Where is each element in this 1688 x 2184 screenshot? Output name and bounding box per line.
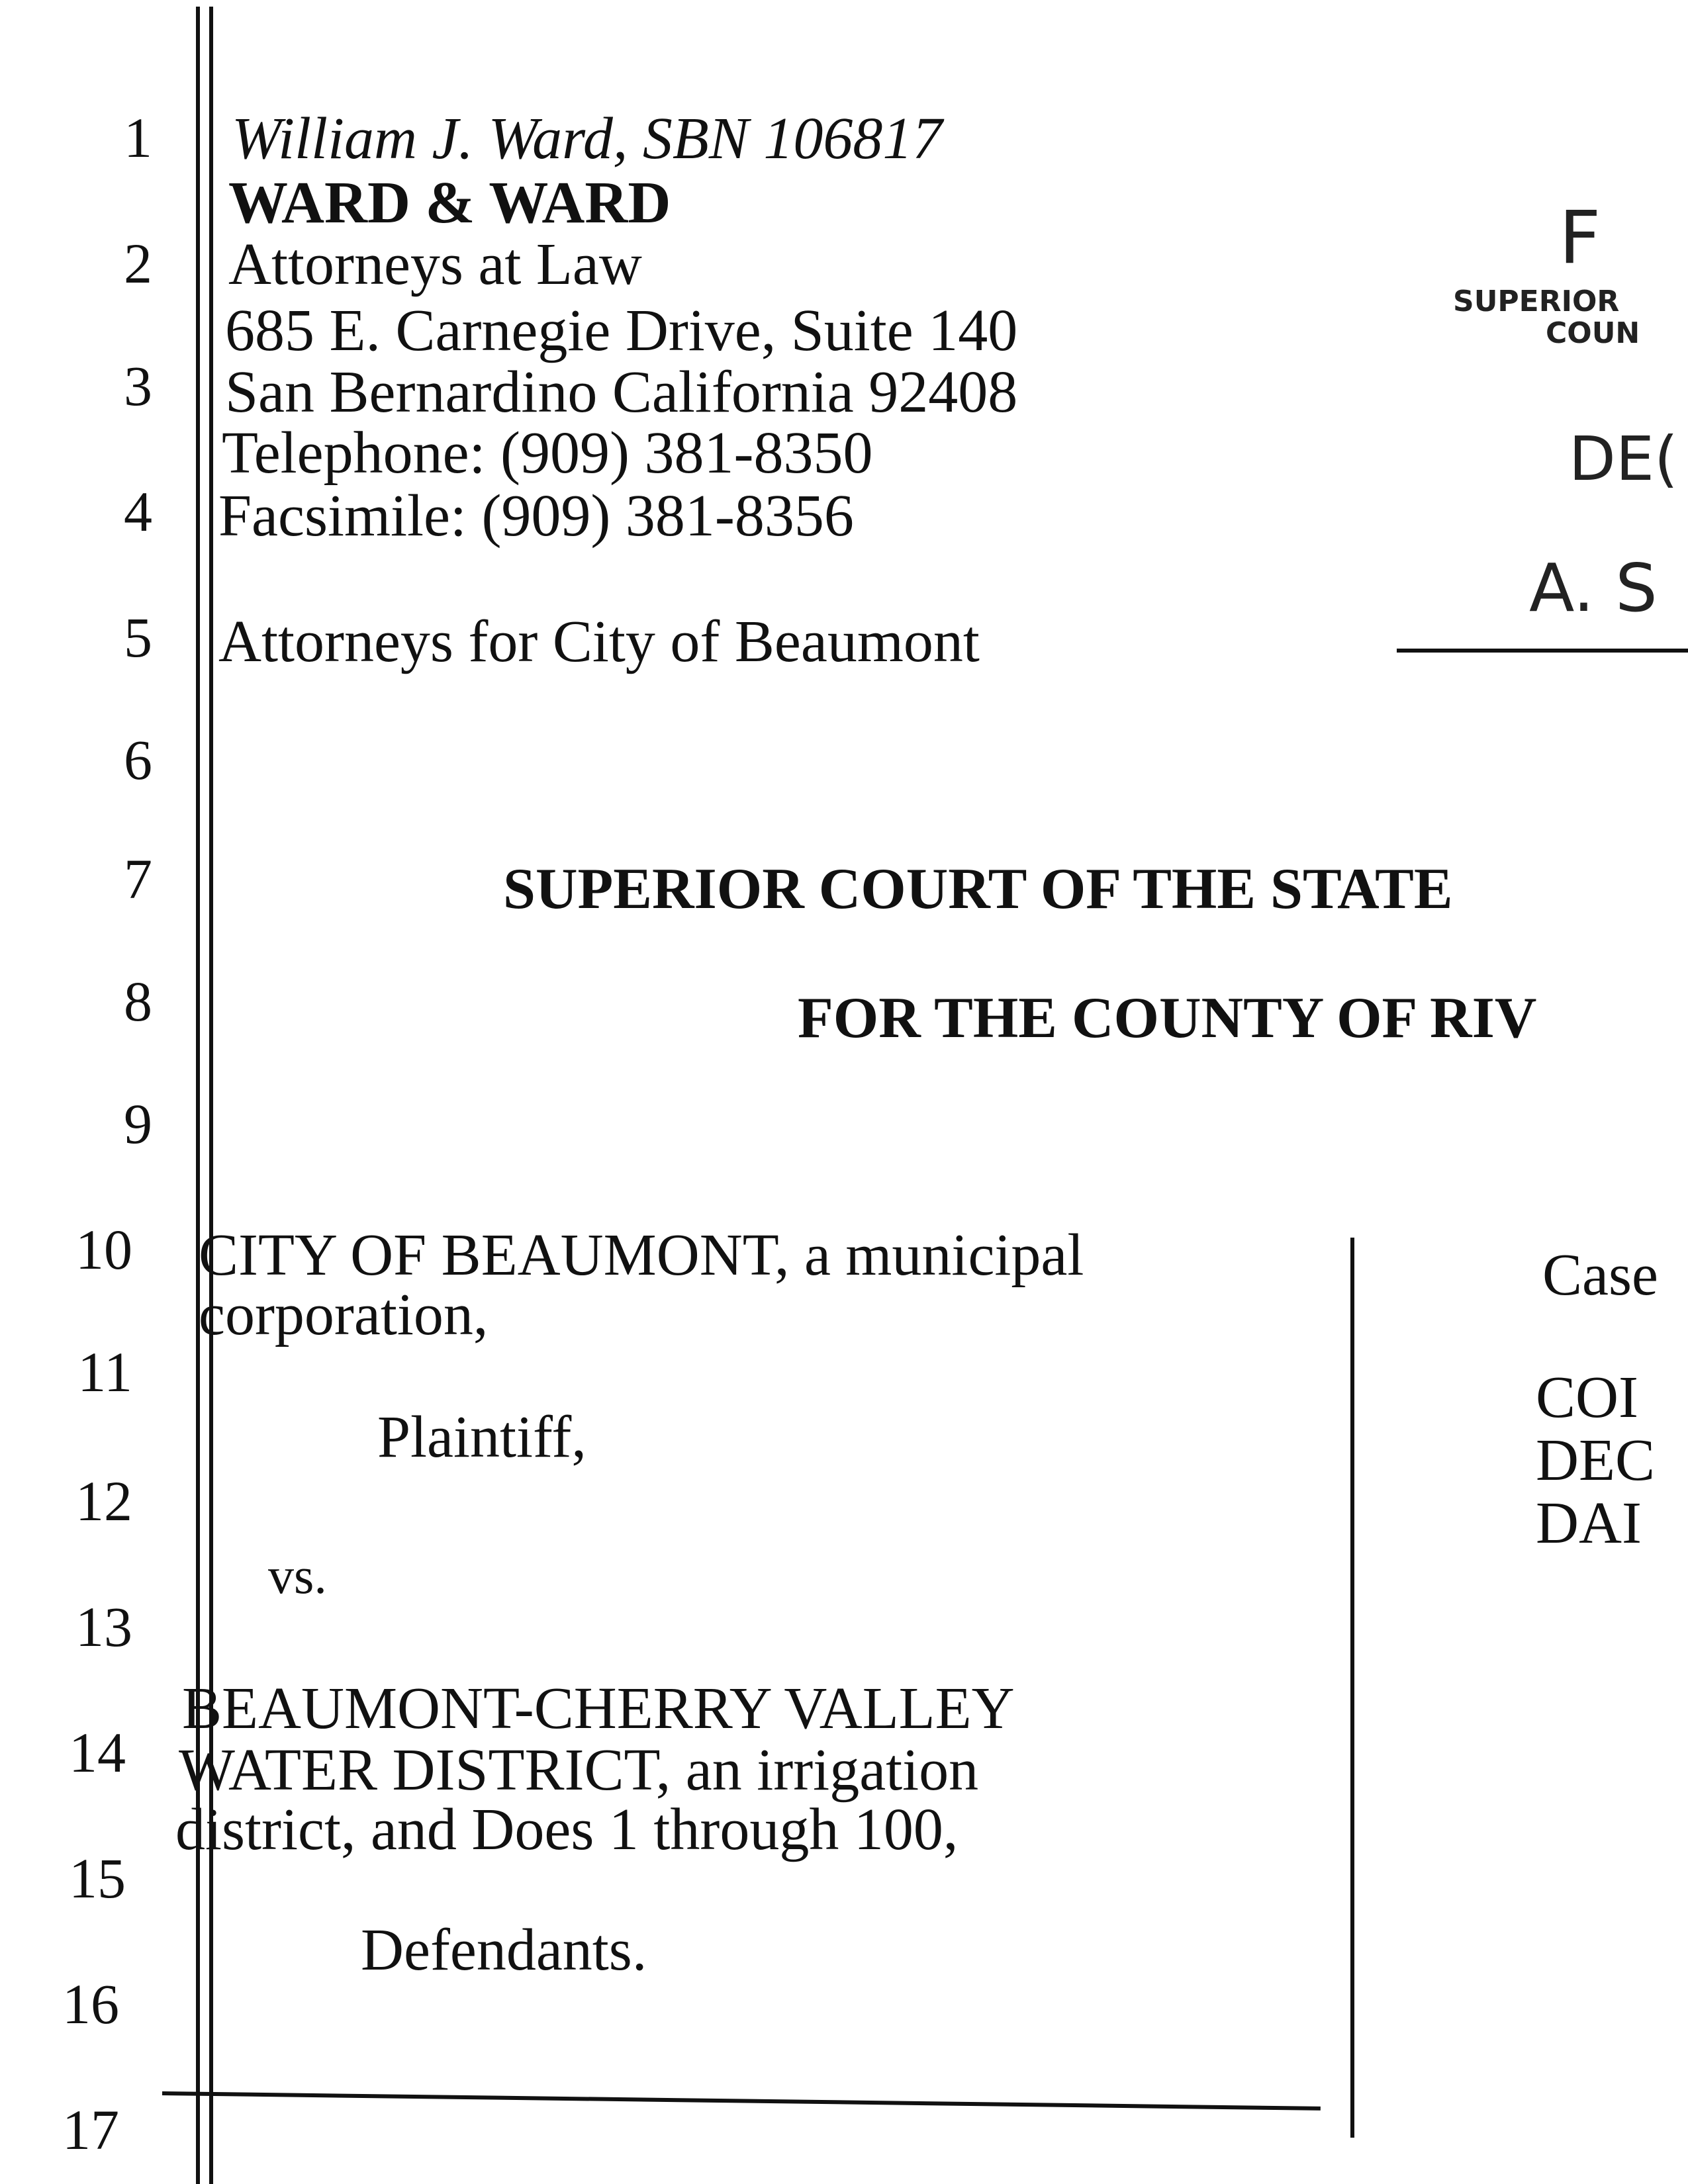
court-name-line1: SUPERIOR COURT OF THE STATE bbox=[503, 857, 1453, 921]
street-address: 685 E. Carnegie Drive, Suite 140 bbox=[225, 298, 1018, 363]
line-number: 2 bbox=[124, 232, 152, 295]
filed-stamp-date: DE( bbox=[1569, 424, 1678, 494]
document-title-line1: COI bbox=[1536, 1365, 1638, 1430]
line-number: 1 bbox=[124, 106, 152, 169]
plaintiff-name: CITY OF BEAUMONT, a municipal bbox=[199, 1222, 1084, 1288]
line-number: 13 bbox=[75, 1595, 132, 1659]
filed-stamp-clerk: A. S bbox=[1529, 549, 1658, 627]
filed-stamp-court-line2: COUN bbox=[1546, 316, 1640, 350]
caption-box-bottom-border bbox=[162, 2091, 1321, 2111]
filed-stamp-letter: F bbox=[1559, 195, 1601, 280]
line-number: 16 bbox=[62, 1972, 119, 2036]
line-number: 8 bbox=[124, 970, 152, 1033]
line-number: 14 bbox=[69, 1721, 126, 1784]
attorney-title: Attorneys at Law bbox=[228, 232, 642, 297]
line-number: 17 bbox=[62, 2098, 119, 2161]
defendant-name: BEAUMONT-CHERRY VALLEY bbox=[182, 1676, 1015, 1741]
line-number: 5 bbox=[124, 606, 152, 669]
city-state-zip: San Bernardino California 92408 bbox=[225, 359, 1018, 425]
document-title-line3: DAI bbox=[1536, 1490, 1642, 1556]
line-number: 12 bbox=[75, 1469, 132, 1533]
document-title-line2: DEC bbox=[1536, 1428, 1655, 1493]
defendant-role: Defendants. bbox=[361, 1917, 647, 1983]
line-number: 6 bbox=[124, 728, 152, 792]
line-number: 10 bbox=[75, 1218, 132, 1281]
attorneys-for: Attorneys for City of Beaumont bbox=[218, 609, 980, 674]
defendant-does: district, and Does 1 through 100, bbox=[175, 1797, 959, 1862]
line-number: 9 bbox=[124, 1092, 152, 1156]
law-firm-name: WARD & WARD bbox=[228, 170, 671, 236]
line-number: 7 bbox=[124, 847, 152, 911]
telephone: Telephone: (909) 381-8350 bbox=[222, 420, 873, 486]
facsimile: Facsimile: (909) 381-8356 bbox=[218, 483, 854, 549]
court-name-line2: FOR THE COUNTY OF RIV bbox=[798, 986, 1537, 1050]
filed-stamp-underline bbox=[1397, 649, 1688, 653]
case-number-label: Case bbox=[1542, 1242, 1658, 1308]
plaintiff-role: Plaintiff, bbox=[377, 1404, 586, 1470]
plaintiff-type: corporation, bbox=[199, 1282, 489, 1347]
line-number: 15 bbox=[69, 1846, 126, 1910]
versus: vs. bbox=[268, 1547, 327, 1604]
caption-box-right-border bbox=[1350, 1238, 1354, 2138]
line-number: 11 bbox=[77, 1340, 132, 1404]
attorney-name: William J. Ward, SBN 106817 bbox=[232, 106, 943, 171]
line-number: 3 bbox=[124, 354, 152, 418]
defendant-type: WATER DISTRICT, an irrigation bbox=[179, 1737, 979, 1803]
filed-stamp-court-line1: SUPERIOR bbox=[1453, 285, 1620, 318]
line-number: 4 bbox=[124, 480, 152, 543]
